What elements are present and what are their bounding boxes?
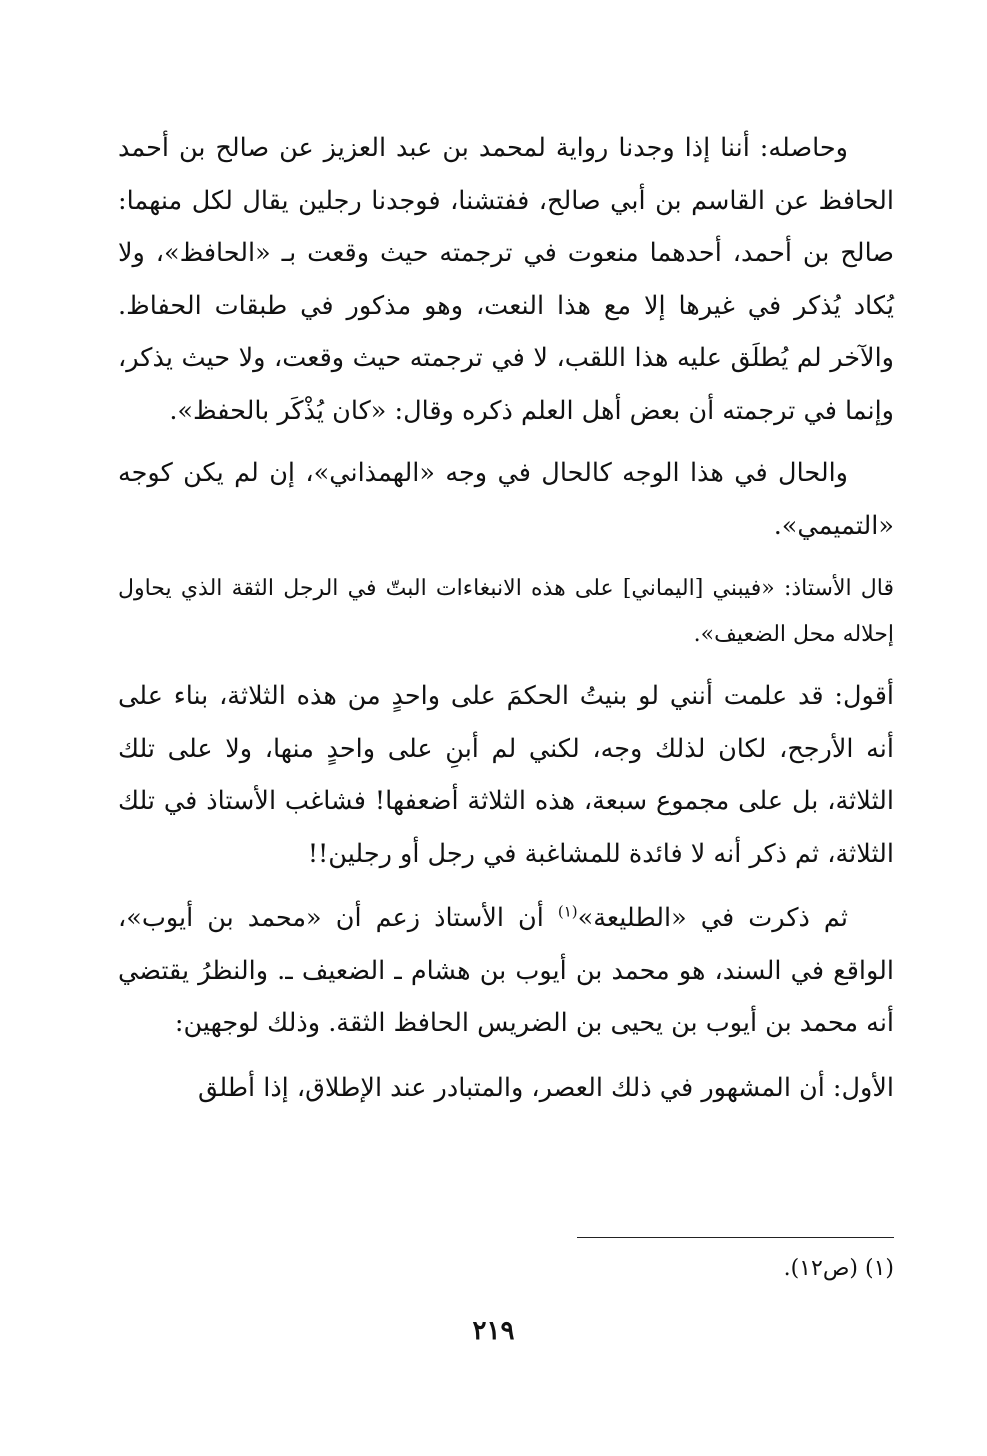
page-number: ٢١٩ <box>472 1316 515 1346</box>
paragraph-5-text-start: ثم ذكرت في «الطليعة» <box>577 903 848 933</box>
paragraph-1: وحاصله: أننا إذا وجدنا رواية لمحمد بن عبد العزيز عن صالح بن أحمد الحافظ عن القاسم بن أبي صالح، ففتشنا، فوجدنا رجلين يقال لكل منهما: صالح بن أحمد، أحدهما منعوت في ترجمته حيث وقعت بـ «الحافظ»، ولا يُكاد يُذكر في غيرها إلا مع هذا النعت، وهو مذكور في طبقات الحفاظ. والآخر لم يُطلَق عليه هذا اللقب، لا في ترجمته حيث وقعت، ولا حيث يذكر، وإنما في ترجمته أن بعض أهل العلم ذكره وقال: «كان يُذْكَر بالحفظ». <box>118 133 894 426</box>
footnote-reference: (١) <box>557 902 578 921</box>
document-body <box>118 122 894 1114</box>
footnote-separator <box>577 1237 894 1238</box>
paragraph-4: أقول: قد علمت أنني لو بنيتُ الحكمَ على واحدٍ من هذه الثلاثة، بناء على أنه الأرجح، لكان لذلك وجه، لكني لم أبنِ على واحدٍ منها، ولا على تلك الثلاثة، بل على مجموع سبعة، هذه الثلاثة أضعفها! فشاغب الأستاذ في تلك الثلاثة، ثم ذكر أنه لا فائدة للمشاغبة في رجل أو رجلين!! <box>118 681 894 869</box>
paragraph-5-text-end: أن الأستاذ زعم أن «محمد بن أيوب»، الواقع في السند، هو محمد بن أيوب بن هشام ـ الضعيف ـ. والنظرُ يقتضي أنه محمد بن أيوب بن يحيى بن الضريس الحافظ الثقة. وذلك لوجهين: <box>118 903 894 1038</box>
footnote: (١) (ص١٢). <box>783 1256 894 1281</box>
paragraph-5 <box>118 892 894 1050</box>
paragraph-3-quote: قال الأستاذ: «فيبني [اليماني] على هذه الانبغاءات البتّ في الرجل الثقة الذي يحاول إحلاله محل الضعيف». <box>118 576 894 647</box>
paragraph-2: والحال في هذا الوجه كالحال في وجه «الهمذاني»، إن لم يكن كوجه «التميمي». <box>118 458 894 541</box>
paragraph-6: الأول: أن المشهور في ذلك العصر، والمتبادر عند الإطلاق، إذا أطلق <box>198 1072 894 1103</box>
